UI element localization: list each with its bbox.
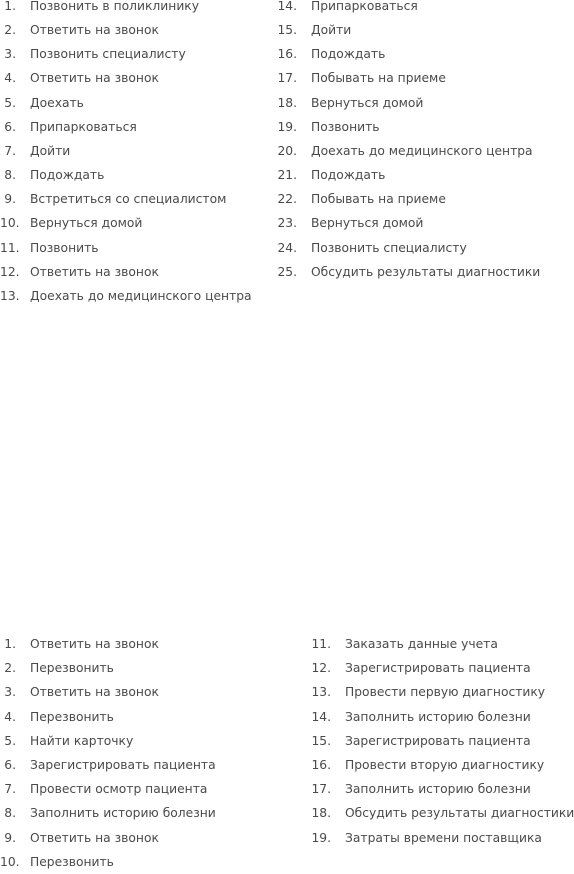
- list-item-text: Ответить на звонок: [30, 23, 159, 38]
- list-item-text: Ответить на звонок: [30, 830, 159, 845]
- list-item-text: Припарковаться: [311, 0, 418, 13]
- list-item-text: Ответить на звонок: [30, 637, 159, 651]
- list-item-text: Вернуться домой: [311, 95, 424, 110]
- list-item-number: 19.: [311, 830, 331, 845]
- list-item-text: Зарегистрировать пациента: [345, 661, 531, 676]
- list-item-number: 5.: [4, 95, 16, 110]
- list-item-number: 12.: [311, 661, 331, 676]
- list-item-text: Припарковаться: [30, 119, 137, 134]
- list-item-text: Провести вторую диагностику: [345, 758, 545, 772]
- list-item-number: 9.: [4, 830, 16, 845]
- list-item-number: 5.: [4, 733, 16, 748]
- list-item-number: 8.: [4, 168, 16, 183]
- list-item-number: 22.: [277, 192, 297, 207]
- list-item-text: Заполнить историю болезни: [345, 782, 531, 797]
- list-item-number: 7.: [4, 143, 16, 158]
- list-item-text: Зарегистрировать пациента: [345, 733, 531, 748]
- list-item-text: Перезвонить: [30, 854, 114, 869]
- list-item-text: Подождать: [311, 168, 386, 183]
- list-item-text: Доехать до медицинского центра: [311, 143, 533, 158]
- list-item-text: Подождать: [30, 168, 105, 183]
- list-item-number: 18.: [277, 95, 297, 110]
- list-item-text: Провести осмотр пациента: [30, 782, 208, 797]
- list-item-text: Ответить на звонок: [30, 264, 159, 279]
- list-item-number: 11.: [311, 637, 331, 651]
- list-item-text: Побывать на приеме: [311, 71, 446, 86]
- list-item-number: 4.: [4, 71, 16, 86]
- list-item-number: 16.: [277, 47, 297, 62]
- list-item-text: Позвонить специалисту: [311, 240, 467, 255]
- list-item-number: 16.: [311, 758, 331, 772]
- list-item-text: Перезвонить: [30, 661, 114, 676]
- list-item-number: 19.: [277, 119, 297, 134]
- list-item-number: 12.: [0, 264, 20, 279]
- list-item-text: Вернуться домой: [311, 216, 424, 231]
- list-item-number: 14.: [311, 709, 331, 724]
- list-item-text: Побывать на приеме: [311, 192, 446, 207]
- list-item-number: 1.: [4, 637, 16, 651]
- list-item-text: Встретиться со специалистом: [30, 192, 227, 207]
- list-item-text: Доехать: [30, 95, 84, 110]
- list-item-text: Позвонить: [311, 119, 380, 134]
- list-item-text: Вернуться домой: [30, 216, 143, 231]
- list-item-number: 9.: [4, 192, 16, 207]
- list-item-number: 10.: [0, 854, 20, 869]
- list-item-text: Зарегистрировать пациента: [30, 758, 216, 772]
- list-item-text: Найти карточку: [30, 733, 134, 748]
- list-item-number: 3.: [4, 47, 16, 62]
- list-item-text: Ответить на звонок: [30, 685, 159, 700]
- list-item-text: Дойти: [311, 23, 352, 38]
- list-item-number: 25.: [277, 264, 297, 279]
- list-item-text: Заполнить историю болезни: [345, 709, 531, 724]
- list-item-number: 23.: [277, 216, 297, 231]
- list-item-text: Заказать данные учета: [345, 637, 498, 651]
- list-item-number: 17.: [311, 782, 331, 797]
- list-item-number: 4.: [4, 709, 16, 724]
- list-item-text: Провести первую диагностику: [345, 685, 546, 700]
- list-item-text: Позвонить в поликлинику: [30, 0, 200, 13]
- list-item-number: 7.: [4, 782, 16, 797]
- list-item-number: 15.: [277, 23, 297, 38]
- list-item-text: Обсудить результаты диагностики: [311, 264, 541, 279]
- list-item-number: 18.: [311, 806, 331, 821]
- list-item-text: Позвонить специалисту: [30, 47, 186, 62]
- list-item-number: 6.: [4, 119, 16, 134]
- list-item-number: 2.: [4, 23, 16, 38]
- list-item-text: Подождать: [311, 47, 386, 62]
- list-item-number: 6.: [4, 758, 16, 772]
- list-item-text: Обсудить результаты диагностики: [345, 806, 574, 821]
- list-item-text: Дойти: [30, 143, 71, 158]
- list-item-number: 14.: [277, 0, 297, 13]
- list-item-text: Доехать до медицинского центра: [30, 288, 252, 303]
- list-item-number: 10.: [0, 216, 20, 231]
- list-item-number: 15.: [311, 733, 331, 748]
- list-item-text: Позвонить: [30, 240, 99, 255]
- list-item-number: 21.: [277, 168, 297, 183]
- list-item-text: Ответить на звонок: [30, 71, 159, 86]
- list-item-number: 20.: [277, 143, 297, 158]
- list-item-number: 2.: [4, 661, 16, 676]
- list-item-number: 1.: [4, 0, 16, 13]
- list-item-text: Заполнить историю болезни: [30, 806, 216, 821]
- list-item-number: 13.: [311, 685, 331, 700]
- list-item-number: 11.: [0, 240, 20, 255]
- list-item-number: 24.: [277, 240, 297, 255]
- list-item-number: 8.: [4, 806, 16, 821]
- list-item-text: Затраты времени поставщика: [345, 830, 542, 845]
- list-item-number: 13.: [0, 288, 20, 303]
- list-item-text: Перезвонить: [30, 709, 114, 724]
- list-item-number: 17.: [277, 71, 297, 86]
- list-item-number: 3.: [4, 685, 16, 700]
